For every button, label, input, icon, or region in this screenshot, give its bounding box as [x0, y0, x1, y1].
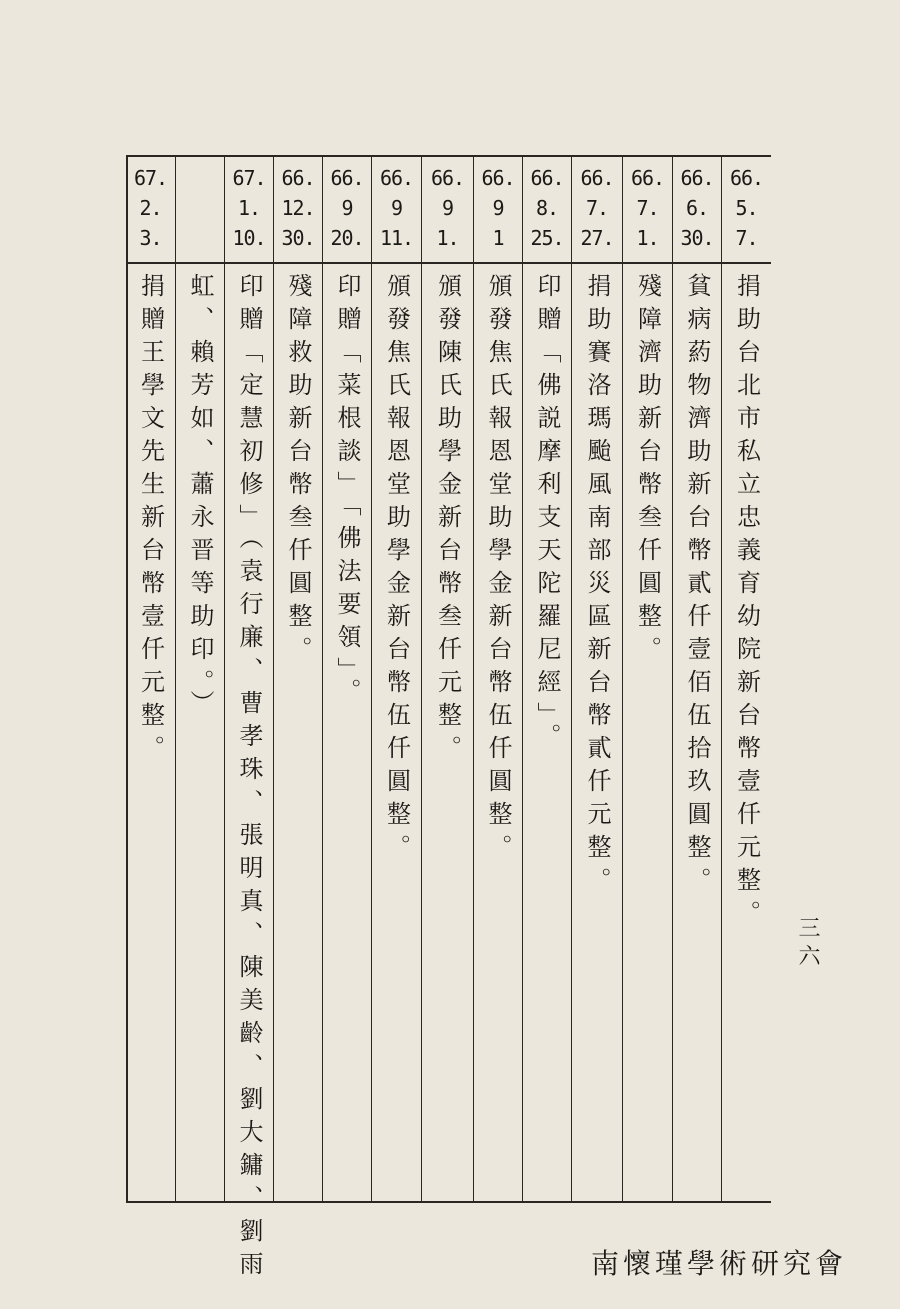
table-column — [523, 155, 572, 1203]
table-column — [722, 155, 771, 1203]
column-date: 66. 8. 25. — [530, 166, 564, 250]
column-date: 67. 1. 10. — [232, 166, 266, 250]
column-entry: 虹、賴芳如、蕭永晋等助印。） — [186, 273, 214, 723]
column-date: 66. 9 20. — [330, 166, 364, 250]
table-column — [673, 155, 722, 1203]
column-entry: 印贈「佛説摩利支天陀羅尼經」。 — [533, 273, 561, 756]
table-column — [323, 155, 372, 1203]
column-date: 66. 7. 1. — [630, 166, 665, 250]
column-date: 66. 5. 7. — [729, 166, 764, 250]
publisher-name: 南懷瑾學術研究會 — [591, 1247, 848, 1280]
column-entry: 印贈「定慧初修」（袁行廉、曹孝珠、張明真、陳美齡、劉大鏞、劉雨 — [235, 273, 263, 1284]
table-column — [176, 155, 225, 1203]
column-entry: 殘障濟助新台幣叁仟圓整。 — [633, 273, 662, 669]
column-entry: 捐贈王學文先生新台幣壹仟元整。 — [136, 273, 165, 768]
column-entry: 頒發焦氏報恩堂助學金新台幣伍仟圓整。 — [484, 273, 512, 867]
table-column — [225, 155, 274, 1284]
column-date: 66. 9 11. — [379, 166, 414, 250]
column-entry: 捐助賽洛瑪颱風南部災區新台幣貳仟元整。 — [583, 273, 611, 900]
column-entry: 捐助台北市私立忠義育幼院新台幣壹仟元整。 — [732, 273, 761, 933]
column-date: 66. 6. 30. — [680, 166, 714, 250]
column-entry: 頒發陳氏助學金新台幣叁仟元整。 — [433, 273, 462, 768]
column-entry: 殘障救助新台幣叁仟圓整。 — [284, 273, 312, 669]
table-column — [274, 155, 323, 1203]
table-column — [422, 155, 474, 1203]
table-column — [623, 155, 673, 1203]
column-date: 67. 2. 3. — [133, 166, 168, 250]
column-date: 66. 9 1. — [430, 166, 465, 250]
table-column — [474, 155, 523, 1203]
table-column — [126, 155, 176, 1203]
column-date: 66. 7. 27. — [580, 166, 614, 250]
page-number: 三六 — [795, 916, 820, 972]
column-date: 66. 9 1 — [481, 166, 515, 250]
column-entry: 貧病葯物濟助新台幣貳仟壹佰伍拾玖圓整。 — [683, 273, 711, 900]
column-entry: 印贈「菜根談」「佛法要領」。 — [333, 273, 361, 711]
column-date: 66. 12. 30. — [281, 166, 315, 250]
table-column — [372, 155, 422, 1203]
column-entry: 頒發焦氏報恩堂助學金新台幣伍仟圓整。 — [382, 273, 411, 867]
table-column — [572, 155, 623, 1203]
